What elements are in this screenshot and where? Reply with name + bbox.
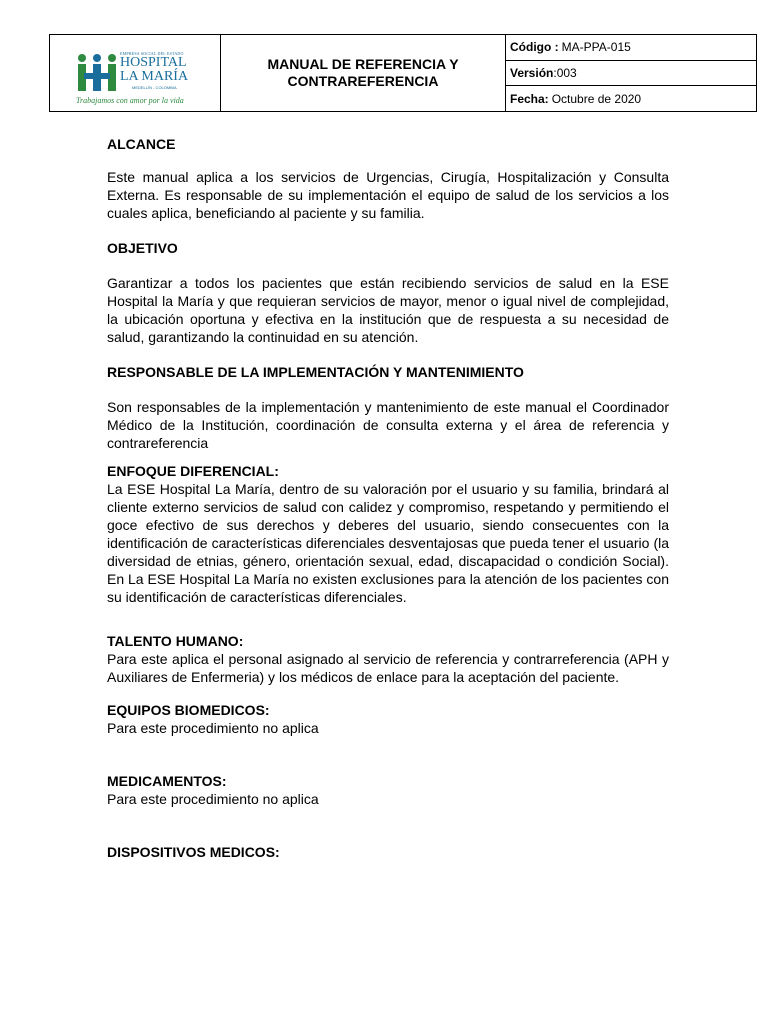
hospital-logo-icon [76, 53, 118, 93]
section-heading-responsable: RESPONSABLE DE LA IMPLEMENTACIÓN Y MANTENIMIENTO [107, 364, 524, 380]
section-text-equipos: Para este procedimiento no aplica [107, 720, 319, 736]
hospital-logo [50, 35, 221, 111]
codigo-label: Código : [510, 40, 559, 55]
section-heading-alcance: ALCANCE [107, 136, 176, 152]
codigo-value: MA-PPA-015 [561, 40, 631, 55]
fecha-value: Octubre de 2020 [551, 91, 642, 106]
section-heading-equipos: EQUIPOS BIOMEDICOS: [107, 702, 270, 718]
section-text-objetivo: Garantizar a todos los pacientes que están recibiendo servicios de salud en la ESE Hospital la María y que requieran servicios de mayor, menor o igual nivel de complejidad, la ubicación oportuna y efectiva en la institución que de respuesta a su necesidad de salud, garantizando la continuidad en su atención. [107, 275, 669, 345]
version-value: :003 [553, 66, 577, 80]
logo-name-line2: LA MARÍA [120, 69, 189, 84]
fecha-row [506, 86, 756, 111]
version-row [506, 61, 756, 87]
logo-city: MEDELLÍN - COLOMBIA [132, 85, 177, 90]
document-title: MANUAL DE REFERENCIA Y CONTRAREFERENCIA [221, 35, 506, 111]
section-text-talento: Para este aplica el personal asignado al servicio de referencia y contrarreferencia (APH y Auxiliares de Enfermeria) y los médicos de enlace para la aceptación del paciente. [107, 651, 669, 685]
document-meta [506, 35, 756, 111]
section-heading-talento: TALENTO HUMANO: [107, 633, 244, 649]
section-text-responsable: Son responsables de la implementación y mantenimiento de este manual el Coordinador Médico de la Institución, coordinación de consulta externa y el área de referencia y contrareferencia [107, 399, 669, 451]
codigo-row [506, 35, 756, 61]
version-label: Versión [510, 66, 554, 80]
logo-name-line1: HOSPITAL [120, 55, 187, 70]
section-heading-objetivo: OBJETIVO [107, 240, 178, 256]
section-text-alcance: Este manual aplica a los servicios de Urgencias, Cirugía, Hospitalización y Consulta Externa. Es responsable de su implementación el equipo de salud de los servicios a los cuales aplica, beneficiando al paciente y su familia. [107, 169, 669, 221]
fecha-label: Fecha: [510, 91, 549, 106]
logo-slogan: Trabajamos con amor por la vida [76, 96, 184, 105]
document-body [107, 135, 669, 861]
document-header [49, 34, 757, 112]
section-heading-enfoque: ENFOQUE DIFERENCIAL: [107, 463, 279, 479]
section-heading-medicamentos: MEDICAMENTOS: [107, 773, 227, 789]
logo-small-text: EMPRESA SOCIAL DEL ESTADO [120, 51, 184, 56]
section-text-medicamentos: Para este procedimiento no aplica [107, 791, 319, 807]
section-heading-dispositivos: DISPOSITIVOS MEDICOS: [107, 844, 280, 860]
section-text-enfoque: La ESE Hospital La María, dentro de su valoración por el usuario y su familia, brindará al cliente externo servicios de salud con calidez y compromiso, respetando y permitiendo el goce efectivo de sus derechos y deberes del usuario, siendo consecuentes con la identificación de características diferenciales desventajosas que pueda tener el usuario (la diversidad de etnias, género, orientación sexual, edad, discapacidad o condición Social). En La ESE Hospital La María no existen exclusiones para la atención de los pacientes con su identificación de características diferenciales. [107, 481, 669, 605]
